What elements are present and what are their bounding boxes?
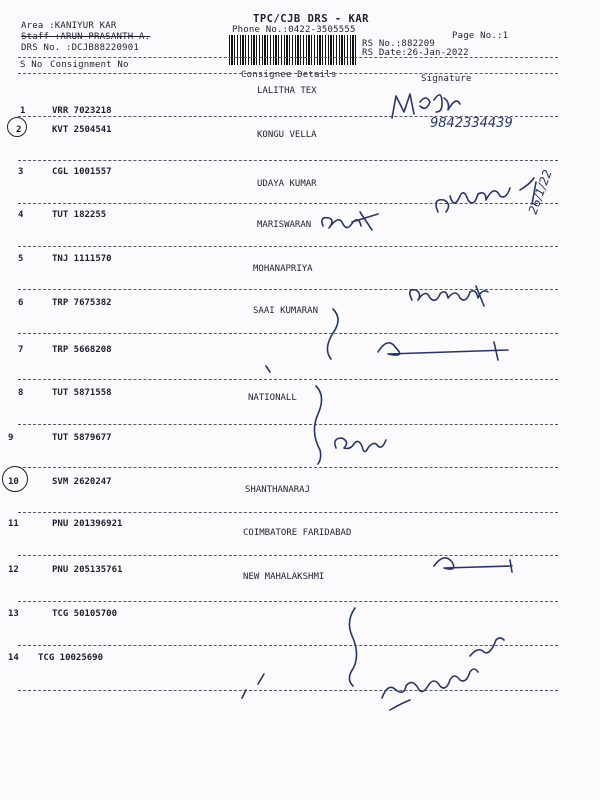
signature-12	[434, 558, 512, 572]
row-consignee: SHANTHANARAJ	[245, 485, 311, 495]
row-consignment: TUT 182255	[52, 210, 107, 220]
row-sno: 2	[16, 125, 22, 135]
column-consignee: Consignee Details	[241, 70, 337, 80]
header-phone: Phone No.:0422-3505555	[232, 25, 356, 35]
row-consignee: LALITHA TEX	[257, 86, 317, 96]
header-page-no: Page No.:1	[452, 31, 509, 41]
row-consignee: SAAI KUMARAN	[253, 306, 319, 316]
row-sno: 13	[8, 609, 19, 619]
row-consignment: SVM 2620247	[52, 477, 112, 487]
row-consignee: MOHANAPRIYA	[253, 264, 313, 274]
row-sno: 8	[18, 388, 24, 398]
row-sno: 4	[18, 210, 24, 220]
column-sno: S No	[20, 60, 43, 70]
row-consignment: PNU 201396921	[52, 519, 123, 529]
row-consignment: TCG 10025690	[38, 653, 104, 663]
signature-1	[392, 94, 460, 118]
row-consignment: TNJ 1111570	[52, 254, 112, 264]
row-consignee: UDAYA KUMAR	[257, 179, 317, 189]
header-staff: Staff :ARUN PRASANTH A.	[21, 32, 151, 42]
signature-9	[335, 438, 386, 452]
signature-7	[378, 342, 508, 360]
signature-14	[382, 638, 504, 710]
row-consignment: PNU 205135761	[52, 565, 123, 575]
row-sno: 5	[18, 254, 24, 264]
row-consignment: VRR 7023218	[52, 106, 112, 116]
column-signature: Signature	[421, 74, 472, 84]
row-sno: 1	[20, 106, 26, 116]
handwritten-phone: 9842334439	[430, 116, 513, 131]
signature-4	[322, 212, 378, 230]
header-rs-no: RS No.:882209	[362, 39, 436, 49]
row-consignment: TUT 5871558	[52, 388, 112, 398]
row-consignment: KVT 2504541	[52, 125, 112, 135]
row-sno: 10	[8, 477, 19, 487]
pen-stroke	[314, 309, 356, 686]
signature-6	[410, 286, 488, 306]
header-area: Area :KANIYUR KAR	[21, 21, 117, 31]
sheet-title: TPC/CJB DRS - KAR	[253, 13, 369, 25]
row-sno: 6	[18, 298, 24, 308]
row-consignment: TRP 5668208	[52, 345, 112, 355]
row-sno: 12	[8, 565, 19, 575]
row-sno: 3	[18, 167, 24, 177]
row-consignee: NEW MAHALAKSHMI	[243, 572, 325, 582]
row-consignee: NATIONALL	[248, 393, 297, 403]
header-drs-no: DRS No. :DCJB88220901	[21, 43, 139, 53]
pen-tick	[242, 366, 270, 698]
handwritten-date: 26/1/22	[525, 167, 555, 217]
row-consignee: KONGU VELLA	[257, 130, 317, 140]
row-consignee: COIMBATORE FARIDABAD	[243, 528, 352, 538]
row-consignment: TRP 7675382	[52, 298, 112, 308]
row-consignee: MARISWARAN	[257, 220, 312, 230]
column-consignment: Consignment No	[50, 60, 129, 70]
row-consignment: TUT 5879677	[52, 433, 112, 443]
row-sno: 14	[8, 653, 19, 663]
row-sno: 11	[8, 519, 19, 529]
row-sno: 7	[18, 345, 24, 355]
signature-3	[436, 178, 536, 212]
row-consignment: CGL 1001557	[52, 167, 112, 177]
row-sno: 9	[8, 433, 14, 443]
row-consignment: TCG 50105700	[52, 609, 118, 619]
header-rs-date: RS Date:26-Jan-2022	[362, 48, 469, 58]
